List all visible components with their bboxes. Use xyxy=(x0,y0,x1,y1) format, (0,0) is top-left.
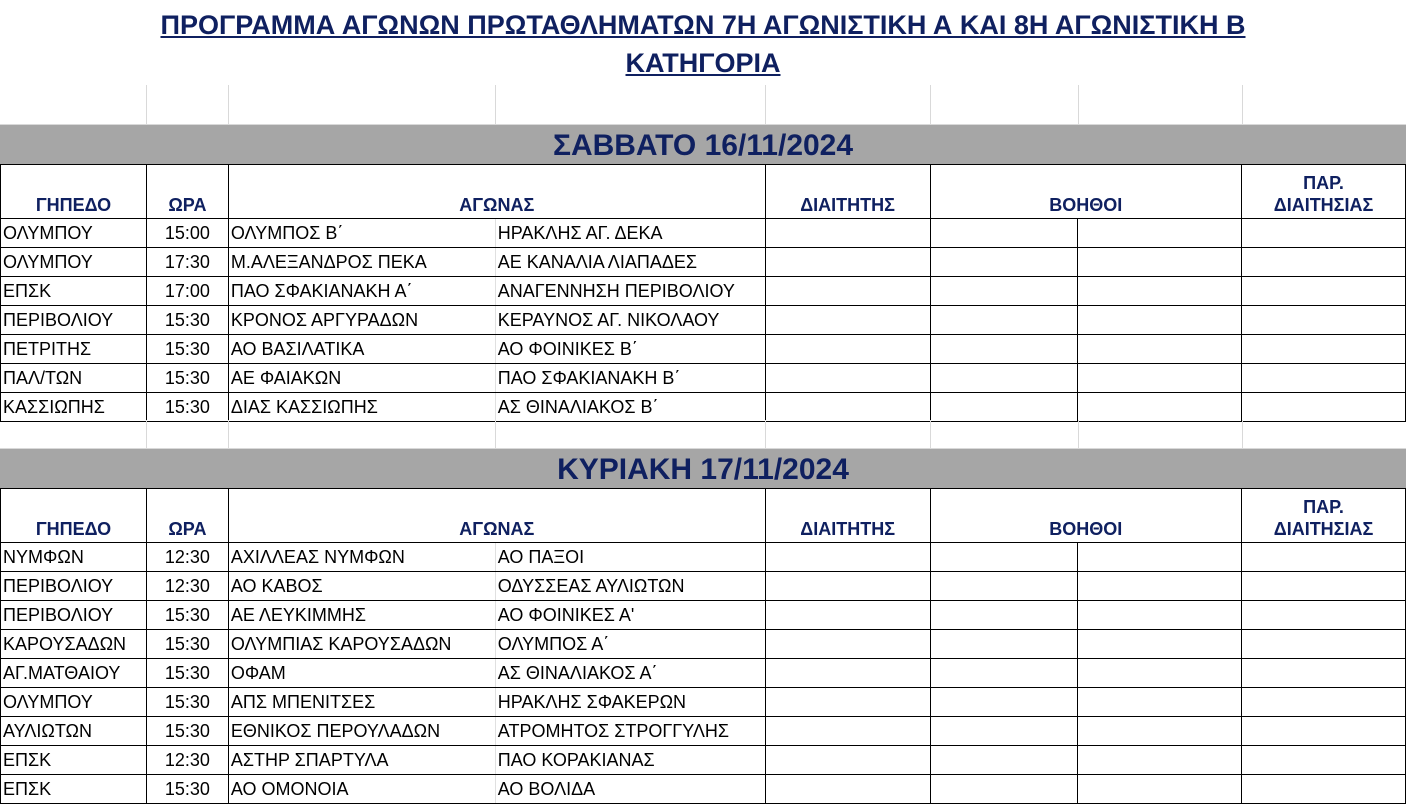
match-row xyxy=(1,746,1406,775)
time-cell: 15:30 xyxy=(146,306,228,335)
match-row xyxy=(1,775,1406,804)
observer-header-line2: ΔΙΑΙΤΗΣΙΑΣ xyxy=(1273,519,1374,539)
match-row xyxy=(1,277,1406,306)
empty-row xyxy=(0,85,1406,125)
time-header: ΩΡΑ xyxy=(146,165,228,219)
time-cell: 15:00 xyxy=(146,219,228,248)
day-label: ΚΥΡΙΑΚΗ 17/11/2024 xyxy=(557,453,849,486)
assistant-2-cell xyxy=(1078,572,1242,601)
assistant-1-cell xyxy=(930,717,1078,746)
home-team-cell: ΟΛΥΜΠΙΑΣ ΚΑΡΟΥΣΑΔΩΝ xyxy=(228,630,495,659)
referee-cell xyxy=(765,219,930,248)
assistant-2-cell xyxy=(1078,717,1242,746)
referee-cell xyxy=(765,601,930,630)
home-team-cell: ΑΕ ΦΑΙΑΚΩΝ xyxy=(228,364,495,393)
match-row xyxy=(1,601,1406,630)
header-row xyxy=(1,489,1406,543)
assistant-2-cell xyxy=(1078,601,1242,630)
schedule-table-sunday xyxy=(0,488,1406,804)
referee-cell xyxy=(765,572,930,601)
venue-cell: ΟΛΥΜΠΟΥ xyxy=(1,248,147,277)
away-team-cell: ΑΟ ΠΑΞΟΙ xyxy=(495,543,765,572)
referee-cell xyxy=(765,717,930,746)
assistant-2-cell xyxy=(1078,630,1242,659)
away-team-cell: ΗΡΑΚΛΗΣ ΣΦΑΚΕΡΩΝ xyxy=(495,688,765,717)
assistant-2-cell xyxy=(1078,746,1242,775)
title-line-1: ΠΡΟΓΡΑΜΜΑ ΑΓΩΝΩΝ ΠΡΩΤΑΘΛΗΜΑΤΩΝ 7Η ΑΓΩΝΙΣΤΙΚΗ Α ΚΑΙ 8Η ΑΓΩΝΙΣΤΙΚΗ Β xyxy=(160,10,1246,40)
assistant-1-cell xyxy=(930,277,1078,306)
observer-cell xyxy=(1242,393,1406,422)
assistant-1-cell xyxy=(930,393,1078,422)
venue-cell: ΑΓ.ΜΑΤΘΑΙΟΥ xyxy=(1,659,147,688)
time-cell: 15:30 xyxy=(146,775,228,804)
away-team-cell: ΑΟ ΒΟΛΙΔΑ xyxy=(495,775,765,804)
assistant-2-cell xyxy=(1078,543,1242,572)
home-team-cell: ΚΡΟΝΟΣ ΑΡΓΥΡΑΔΩΝ xyxy=(228,306,495,335)
observer-cell xyxy=(1242,306,1406,335)
away-team-cell: ΠΑΟ ΣΦΑΚΙΑΝΑΚΗ Β΄ xyxy=(495,364,765,393)
assistants-header: ΒΟΗΘΟΙ xyxy=(930,165,1242,219)
match-row xyxy=(1,364,1406,393)
home-team-cell: ΟΛΥΜΠΟΣ Β΄ xyxy=(228,219,495,248)
observer-cell xyxy=(1242,219,1406,248)
home-team-cell: ΑΟ ΒΑΣΙΛΑΤΙΚΑ xyxy=(228,335,495,364)
observer-cell xyxy=(1242,572,1406,601)
venue-cell: ΟΛΥΜΠΟΥ xyxy=(1,219,147,248)
referee-cell xyxy=(765,364,930,393)
away-team-cell: ΚΕΡΑΥΝΟΣ ΑΓ. ΝΙΚΟΛΑΟΥ xyxy=(495,306,765,335)
referee-cell xyxy=(765,688,930,717)
header-row xyxy=(1,165,1406,219)
assistant-1-cell xyxy=(930,248,1078,277)
day-label: ΣΑΒΒΑΤΟ 16/11/2024 xyxy=(552,129,854,162)
time-cell: 15:30 xyxy=(146,688,228,717)
away-team-cell: ΟΛΥΜΠΟΣ Α΄ xyxy=(495,630,765,659)
observer-cell xyxy=(1242,746,1406,775)
away-team-cell: ΠΑΟ ΚΟΡΑΚΙΑΝΑΣ xyxy=(495,746,765,775)
assistant-2-cell xyxy=(1078,364,1242,393)
time-cell: 15:30 xyxy=(146,630,228,659)
away-team-cell: ΑΕ ΚΑΝΑΛΙΑ ΛΙΑΠΑΔΕΣ xyxy=(495,248,765,277)
venue-cell: ΑΥΛΙΩΤΩΝ xyxy=(1,717,147,746)
observer-cell xyxy=(1242,543,1406,572)
time-cell: 17:30 xyxy=(146,248,228,277)
match-row xyxy=(1,717,1406,746)
away-team-cell: ΗΡΑΚΛΗΣ ΑΓ. ΔΕΚΑ xyxy=(495,219,765,248)
match-row xyxy=(1,306,1406,335)
venue-cell: ΚΑΡΟΥΣΑΔΩΝ xyxy=(1,630,147,659)
observer-header xyxy=(1242,165,1406,219)
referee-cell xyxy=(765,335,930,364)
away-team-cell: ΑΣ ΘΙΝΑΛΙΑΚΟΣ Β΄ xyxy=(495,393,765,422)
title-line-2: ΚΑΤΗΓΟΡΙΑ xyxy=(625,48,781,78)
referee-cell xyxy=(765,277,930,306)
referee-cell xyxy=(765,659,930,688)
observer-cell xyxy=(1242,775,1406,804)
venue-cell: ΝΥΜΦΩΝ xyxy=(1,543,147,572)
assistant-1-cell xyxy=(930,775,1078,804)
assistant-2-cell xyxy=(1078,248,1242,277)
assistant-1-cell xyxy=(930,601,1078,630)
observer-cell xyxy=(1242,335,1406,364)
match-row xyxy=(1,335,1406,364)
assistant-2-cell xyxy=(1078,393,1242,422)
assistant-1-cell xyxy=(930,306,1078,335)
referee-cell xyxy=(765,393,930,422)
assistant-1-cell xyxy=(930,335,1078,364)
away-team-cell: ΑΤΡΟΜΗΤΟΣ ΣΤΡΟΓΓΥΛΗΣ xyxy=(495,717,765,746)
time-cell: 12:30 xyxy=(146,572,228,601)
venue-cell: ΕΠΣΚ xyxy=(1,277,147,306)
day-header-saturday xyxy=(0,125,1406,165)
match-row xyxy=(1,659,1406,688)
venue-cell: ΟΛΥΜΠΟΥ xyxy=(1,688,147,717)
time-cell: 12:30 xyxy=(146,543,228,572)
time-cell: 15:30 xyxy=(146,717,228,746)
home-team-cell: ΑΟ ΟΜΟΝΟΙΑ xyxy=(228,775,495,804)
referee-header: ΔΙΑΙΤΗΤΗΣ xyxy=(765,489,930,543)
time-cell: 15:30 xyxy=(146,601,228,630)
venue-cell: ΠΑΛ/ΤΩΝ xyxy=(1,364,147,393)
match-row xyxy=(1,630,1406,659)
away-team-cell: ΟΔΥΣΣΕΑΣ ΑΥΛΙΩΤΩΝ xyxy=(495,572,765,601)
schedule-table-saturday xyxy=(0,164,1406,422)
assistant-1-cell xyxy=(930,630,1078,659)
observer-cell xyxy=(1242,248,1406,277)
home-team-cell: ΔΙΑΣ ΚΑΣΣΙΩΠΗΣ xyxy=(228,393,495,422)
match-row xyxy=(1,393,1406,422)
observer-cell xyxy=(1242,364,1406,393)
away-team-cell: ΑΟ ΦΟΙΝΙΚΕΣ Β΄ xyxy=(495,335,765,364)
assistant-2-cell xyxy=(1078,277,1242,306)
away-team-cell: ΑΝΑΓΕΝΝΗΣΗ ΠΕΡΙΒΟΛΙΟΥ xyxy=(495,277,765,306)
home-team-cell: ΑΕ ΛΕΥΚΙΜΜΗΣ xyxy=(228,601,495,630)
time-header: ΩΡΑ xyxy=(146,489,228,543)
home-team-cell: ΟΦΑΜ xyxy=(228,659,495,688)
home-team-cell: ΠΑΟ ΣΦΑΚΙΑΝΑΚΗ Α΄ xyxy=(228,277,495,306)
assistant-1-cell xyxy=(930,364,1078,393)
away-team-cell: ΑΣ ΘΙΝΑΛΙΑΚΟΣ Α΄ xyxy=(495,659,765,688)
venue-cell: ΚΑΣΣΙΩΠΗΣ xyxy=(1,393,147,422)
assistants-header: ΒΟΗΘΟΙ xyxy=(930,489,1242,543)
observer-header-line2: ΔΙΑΙΤΗΣΙΑΣ xyxy=(1273,195,1374,215)
assistant-1-cell xyxy=(930,659,1078,688)
observer-cell xyxy=(1242,688,1406,717)
match-row xyxy=(1,219,1406,248)
match-header: ΑΓΩΝΑΣ xyxy=(228,165,765,219)
home-team-cell: ΑΟ ΚΑΒΟΣ xyxy=(228,572,495,601)
referee-header: ΔΙΑΙΤΗΤΗΣ xyxy=(765,165,930,219)
observer-cell xyxy=(1242,659,1406,688)
venue-cell: ΕΠΣΚ xyxy=(1,746,147,775)
home-team-cell: ΑΣΤΗΡ ΣΠΑΡΤΥΛΑ xyxy=(228,746,495,775)
assistant-2-cell xyxy=(1078,335,1242,364)
match-row xyxy=(1,543,1406,572)
observer-header xyxy=(1242,489,1406,543)
referee-cell xyxy=(765,248,930,277)
venue-header: ΓΗΠΕΔΟ xyxy=(1,489,147,543)
assistant-1-cell xyxy=(930,746,1078,775)
venue-cell: ΠΕΤΡΙΤΗΣ xyxy=(1,335,147,364)
observer-cell xyxy=(1242,601,1406,630)
match-row xyxy=(1,572,1406,601)
match-row xyxy=(1,248,1406,277)
referee-cell xyxy=(765,746,930,775)
home-team-cell: ΑΠΣ ΜΠΕΝΙΤΣΕΣ xyxy=(228,688,495,717)
venue-cell: ΠΕΡΙΒΟΛΙΟΥ xyxy=(1,572,147,601)
time-cell: 15:30 xyxy=(146,659,228,688)
referee-cell xyxy=(765,306,930,335)
observer-cell xyxy=(1242,717,1406,746)
assistant-2-cell xyxy=(1078,306,1242,335)
home-team-cell: ΑΧΙΛΛΕΑΣ ΝΥΜΦΩΝ xyxy=(228,543,495,572)
observer-header-line1: ΠΑΡ. xyxy=(1303,173,1344,193)
time-cell: 15:30 xyxy=(146,335,228,364)
assistant-1-cell xyxy=(930,688,1078,717)
time-cell: 15:30 xyxy=(146,393,228,422)
referee-cell xyxy=(765,543,930,572)
assistant-1-cell xyxy=(930,543,1078,572)
assistant-2-cell xyxy=(1078,659,1242,688)
empty-row xyxy=(0,420,1406,449)
match-row xyxy=(1,688,1406,717)
assistant-2-cell xyxy=(1078,219,1242,248)
venue-cell: ΠΕΡΙΒΟΛΙΟΥ xyxy=(1,601,147,630)
time-cell: 15:30 xyxy=(146,364,228,393)
time-cell: 17:00 xyxy=(146,277,228,306)
assistant-2-cell xyxy=(1078,688,1242,717)
day-header-sunday xyxy=(0,449,1406,489)
observer-cell xyxy=(1242,630,1406,659)
referee-cell xyxy=(765,630,930,659)
document-title xyxy=(0,6,1406,82)
assistant-2-cell xyxy=(1078,775,1242,804)
assistant-1-cell xyxy=(930,219,1078,248)
home-team-cell: ΕΘΝΙΚΟΣ ΠΕΡΟΥΛΑΔΩΝ xyxy=(228,717,495,746)
venue-cell: ΠΕΡΙΒΟΛΙΟΥ xyxy=(1,306,147,335)
observer-cell xyxy=(1242,277,1406,306)
time-cell: 12:30 xyxy=(146,746,228,775)
assistant-1-cell xyxy=(930,572,1078,601)
away-team-cell: ΑΟ ΦΟΙΝΙΚΕΣ Α' xyxy=(495,601,765,630)
venue-cell: ΕΠΣΚ xyxy=(1,775,147,804)
venue-header: ΓΗΠΕΔΟ xyxy=(1,165,147,219)
observer-header-line1: ΠΑΡ. xyxy=(1303,497,1344,517)
home-team-cell: Μ.ΑΛΕΞΑΝΔΡΟΣ ΠΕΚΑ xyxy=(228,248,495,277)
match-header: ΑΓΩΝΑΣ xyxy=(228,489,765,543)
referee-cell xyxy=(765,775,930,804)
